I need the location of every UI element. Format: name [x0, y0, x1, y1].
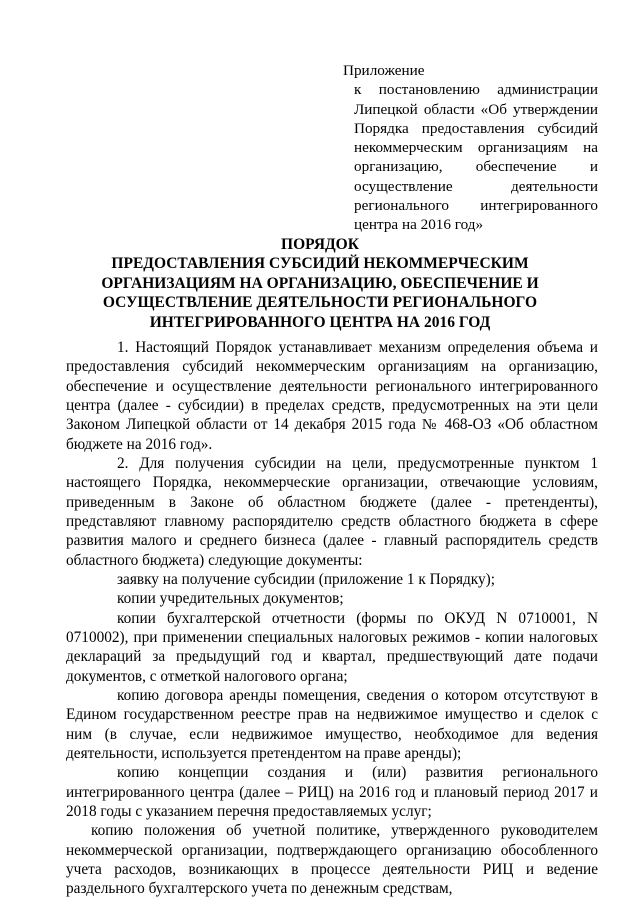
appendix-text: к постановлению администрации Липецкой области «Об утверждении Порядка предоставления субсидий некоммерческим организациям на организацию, обеспечение и осуществление деятельности регионального интегрированного центра на 2016 год»	[354, 81, 598, 234]
title-line-3: ОРГАНИЗАЦИЯМ НА ОРГАНИЗАЦИЮ, ОБЕСПЕЧЕНИЕ И	[101, 274, 539, 292]
paragraph-2: 2. Для получения субсидии на цели, предусмотренные пунктом 1 настоящего Порядка, некоммерческие организации, отвечающие условиям, приведенным в Законе об областном бюджете (далее - претенденты), представляют главному распорядителю средств областного бюджета в сфере развития малого и среднего бизнеса (далее - главный распорядитель средств областного бюджета) следующие документы:	[66, 454, 598, 569]
title-line-2: ПРЕДОСТАВЛЕНИЯ СУБСИДИЙ НЕКОММЕРЧЕСКИМ	[111, 255, 529, 273]
appendix-label: Приложение	[343, 62, 425, 79]
list-item-founding-documents: копии учредительных документов;	[117, 590, 344, 608]
list-item-lease-agreement: копию договора аренды помещения, сведения о котором отсутствуют в Едином государственном реестре прав на недвижимое имущество и сделок с ним (в случае, если недвижимое имущество, необходимое для ведения деятельности, используется претендентом на праве аренды);	[66, 686, 598, 762]
document-title	[90, 235, 550, 332]
paragraph-1: 1. Настоящий Порядок устанавливает механизм определения объема и предоставления субсидий некоммерческим организациям на организацию, обеспечение и осуществление деятельности регионального интегрированного центра (далее - субсидии) в пределах средств, предусмотренных на эти цели Законом Липецкой области от 14 декабря 2015 года № 468-ОЗ «Об областном бюджете на 2016 год».	[66, 339, 598, 453]
title-line-1: ПОРЯДОК	[281, 236, 359, 253]
title-line-4: ОСУЩЕСТВЛЕНИЕ ДЕЯТЕЛЬНОСТИ РЕГИОНАЛЬНОГО	[102, 294, 538, 312]
list-item-accounting-policy: копию положения об учетной политике, утвержденного руководителем некоммерческой организации, подтверждающего организацию обособленного учета расходов, возникающих в процессе деятельности РИЦ и ведение раздельного бухгалтерского учета по денежным средствам,	[66, 822, 598, 898]
list-item-accounting-reports: копии бухгалтерской отчетности (формы по ОКУД N 0710001, N 0710002), при применении специальных налоговых режимов - копии налоговых деклараций за предыдущий год и квартал, предшествующий дате подачи документов, с отметкой налогового органа;	[66, 609, 598, 685]
list-item-application: заявку на получение субсидии (приложение 1 к Порядку);	[117, 570, 495, 588]
title-line-5: ИНТЕГРИРОВАННОГО ЦЕНТРА НА 2016 ГОД	[149, 313, 491, 331]
appendix-header	[343, 61, 598, 235]
list-item-concept: копию концепции создания и (или) развития регионального интегрированного центра (далее – РИЦ) на 2016 год и плановый период 2017 и 2018 годы с указанием перечня предоставляемых услуг;	[66, 764, 598, 820]
document-body	[66, 338, 598, 899]
